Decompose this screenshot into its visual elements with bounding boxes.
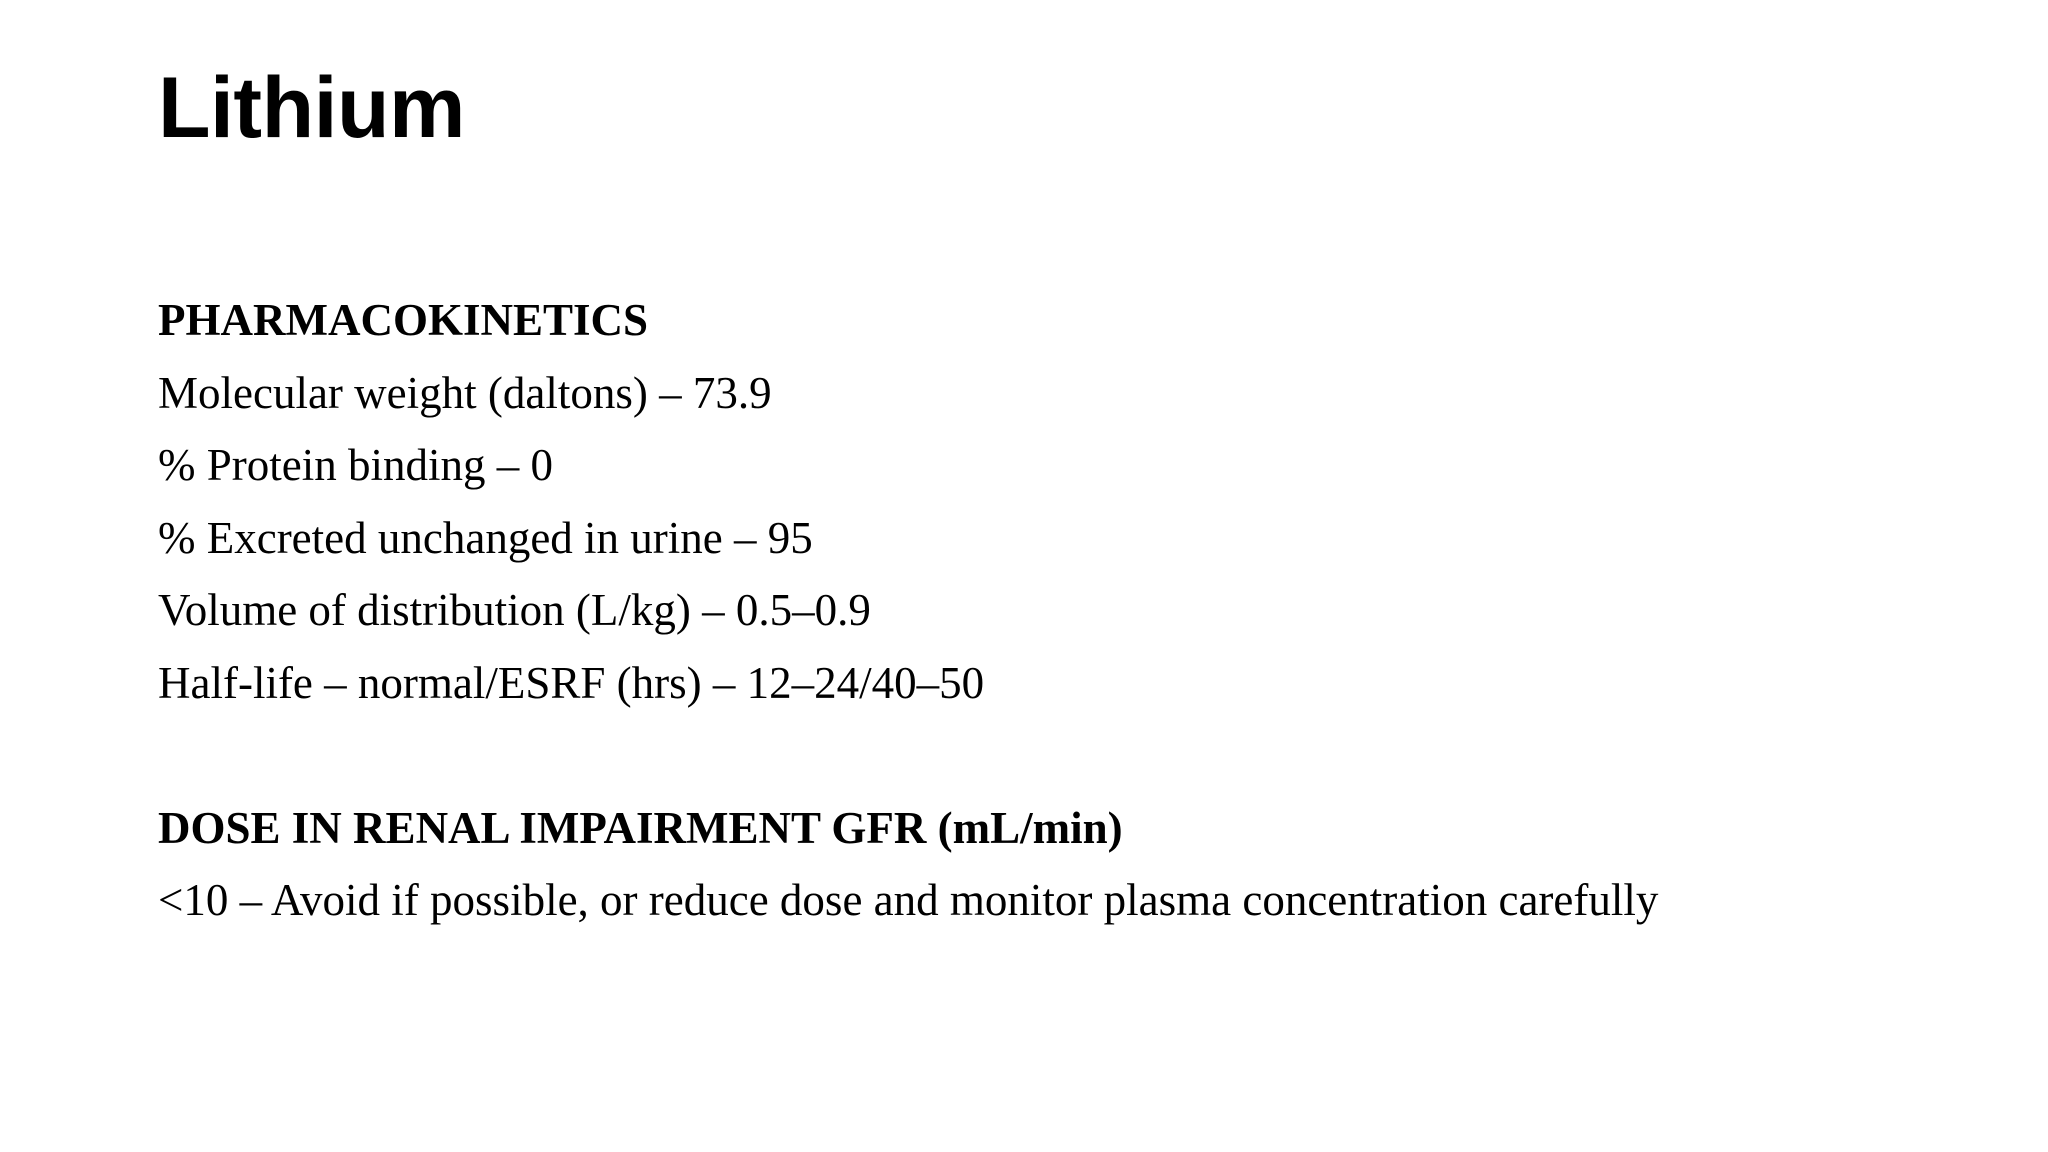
- volume-of-distribution-item: Volume of distribution (L/kg) – 0.5–0.9: [158, 585, 871, 635]
- molecular-weight-item: Molecular weight (daltons) – 73.9: [158, 367, 772, 418]
- slide-content: [158, 291, 1978, 944]
- protein-binding-item: % Protein binding – 0: [158, 440, 553, 490]
- renal-dose-item: <10 – Avoid if possible, or reduce dose and monitor plasma concentration carefully: [158, 875, 1659, 925]
- section-spacer: [158, 726, 1978, 799]
- renal-dose-heading: DOSE IN RENAL IMPAIRMENT GFR (mL/min): [158, 802, 1123, 853]
- slide-title: Lithium: [158, 60, 465, 156]
- pharmacokinetics-heading: PHARMACOKINETICS: [158, 295, 649, 345]
- excreted-unchanged-item: % Excreted unchanged in urine – 95: [158, 512, 813, 563]
- half-life-item: Half-life – normal/ESRF (hrs) – 12–24/40–50: [158, 657, 985, 708]
